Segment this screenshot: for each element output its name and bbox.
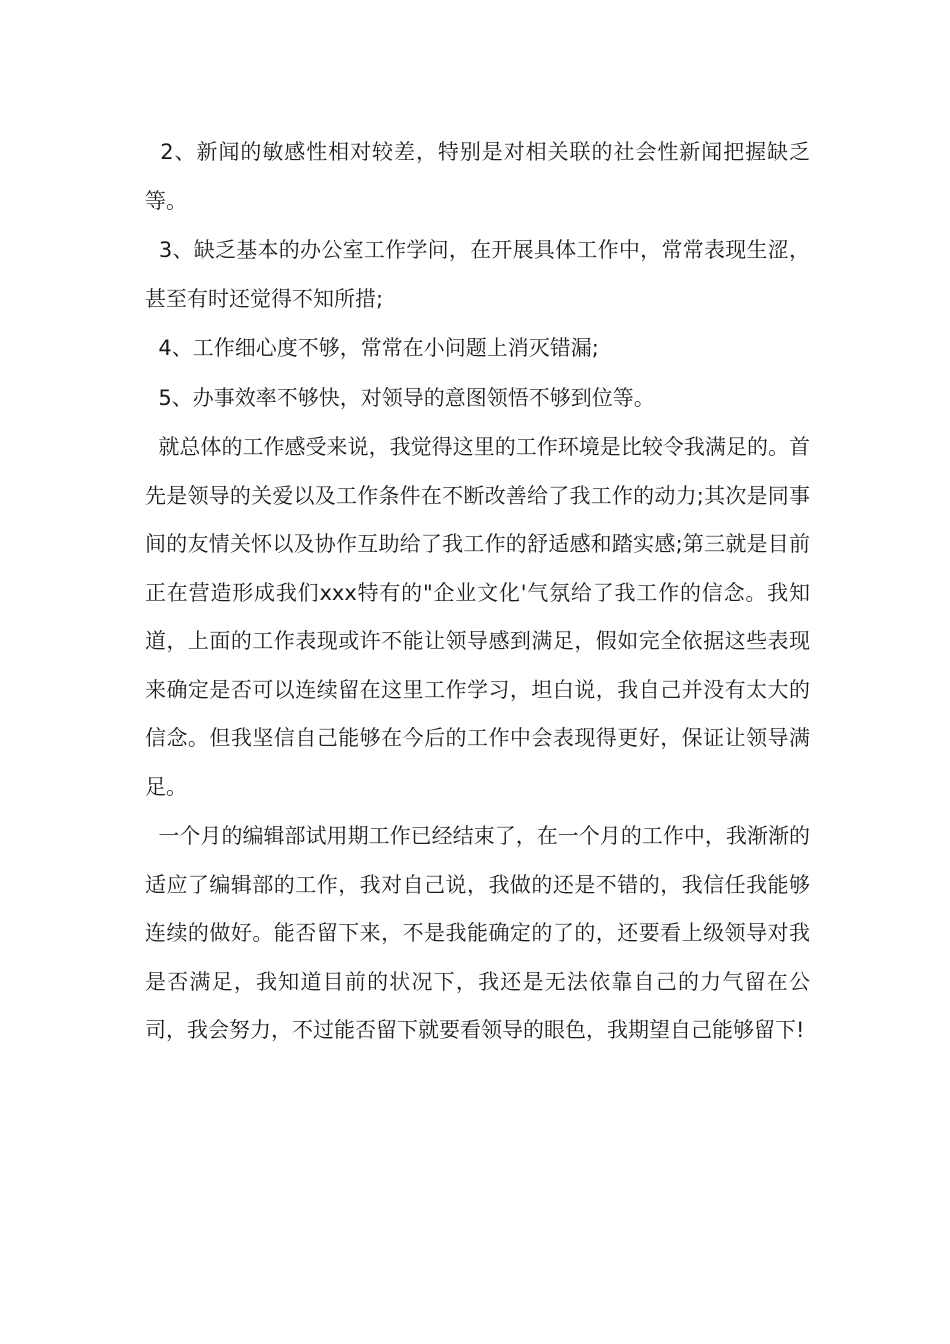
paragraph-item-4: 4、工作细心度不够，常常在小问题上消灭错漏; <box>145 336 599 360</box>
paragraph-item-3: 3、缺乏基本的办公室工作学问，在开展具体工作中，常常表现生涩，甚至有时还觉得不知所措; <box>145 238 810 311</box>
paragraph-item-5: 5、办事效率不够快，对领导的意图领悟不够到位等。 <box>145 385 655 410</box>
paragraph-item-2: 2、新闻的敏感性相对较差，特别是对相关联的社会性新闻把握缺乏等。 <box>145 140 811 213</box>
paragraph-overall-feeling: 就总体的工作感受来说，我觉得这里的工作环境是比较令我满足的。首先是领导的关爱以及工作条件在不断改善给了我工作的动力;其次是同事间的友情关怀以及协作互助给了我工作的舒适感和踏实感;第三就是目前正在营造形成我们xxx特有的"企业文化'气氛给了我工作的信念。我知道，上面的工作表现或许不能让领导感到满足，假如完全依据这些表现来确定是否可以连续留在这里工作学习，坦白说，我自己并没有太大的信念。但我坚信自己能够在今后的工作中会表现得更好，保证让领导满足。 <box>145 435 810 799</box>
paragraph-conclusion: 一个月的编辑部试用期工作已经结束了，在一个月的工作中，我渐渐的适应了编辑部的工作，我对自己说，我做的还是不错的，我信任我能够连续的做好。能否留下来，不是我能确定的了的，还要看上级领导对我是否满足，我知道目前的状况下，我还是无法依靠自己的力气留在公司，我会努力，不过能否留下就要看领导的眼色，我期望自己能够留下! <box>145 824 810 1042</box>
document-body <box>145 128 810 1056</box>
